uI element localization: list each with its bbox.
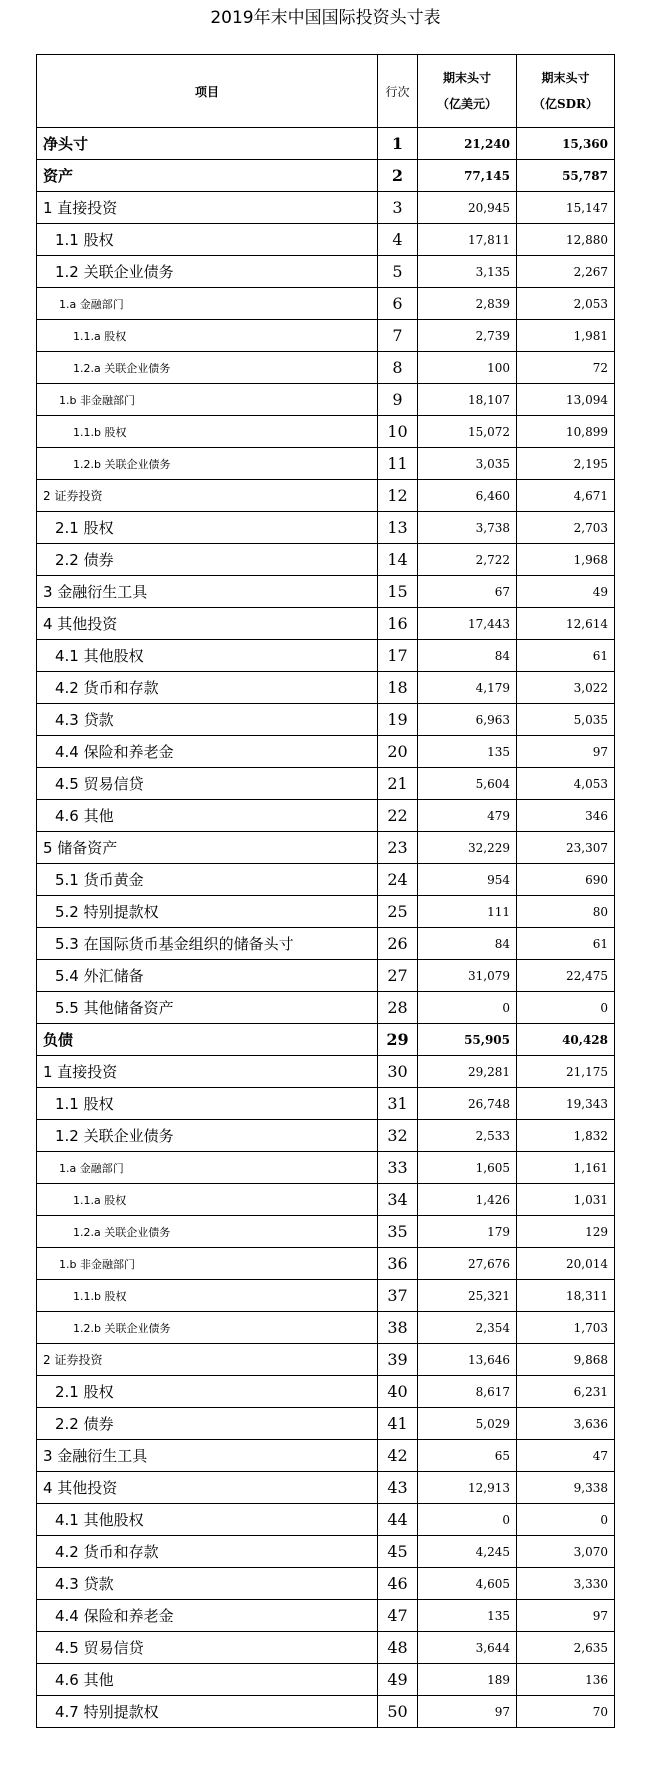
row-number: 49	[378, 1664, 418, 1696]
row-item-label: 4 其他投资	[37, 1472, 378, 1504]
row-number: 50	[378, 1696, 418, 1728]
row-value-usd: 189	[418, 1664, 517, 1696]
table-row	[37, 1088, 615, 1120]
row-number: 17	[378, 640, 418, 672]
row-value-sdr: 13,094	[517, 384, 615, 416]
row-value-sdr: 61	[517, 928, 615, 960]
row-number: 37	[378, 1280, 418, 1312]
row-value-sdr: 3,070	[517, 1536, 615, 1568]
page-title: 2019年末中国国际投资头寸表	[210, 8, 441, 28]
row-item-label: 1.a 金融部门	[37, 288, 378, 320]
table-row	[37, 448, 615, 480]
row-item-label: 5.2 特别提款权	[37, 896, 378, 928]
row-number: 13	[378, 512, 418, 544]
row-item-label: 1.b 非金融部门	[37, 384, 378, 416]
row-number: 35	[378, 1216, 418, 1248]
row-value-sdr: 2,053	[517, 288, 615, 320]
row-item-label: 4.5 贸易信贷	[37, 1632, 378, 1664]
row-item-label: 1.2.a 关联企业债务	[37, 1216, 378, 1248]
table-row	[37, 128, 615, 160]
header-sdr-line1: 期末头寸	[541, 71, 590, 85]
table-row	[37, 1248, 615, 1280]
row-number: 28	[378, 992, 418, 1024]
row-value-sdr: 346	[517, 800, 615, 832]
row-item-label: 1.a 金融部门	[37, 1152, 378, 1184]
row-number: 11	[378, 448, 418, 480]
table-row	[37, 1664, 615, 1696]
row-number: 15	[378, 576, 418, 608]
row-value-sdr: 1,161	[517, 1152, 615, 1184]
row-item-label: 1.2 关联企业债务	[37, 256, 378, 288]
row-value-sdr: 136	[517, 1664, 615, 1696]
row-value-sdr: 40,428	[517, 1024, 615, 1056]
table-row	[37, 320, 615, 352]
row-value-usd: 111	[418, 896, 517, 928]
table-row	[37, 576, 615, 608]
header-sdr-line2: （亿SDR）	[532, 97, 599, 111]
table-row	[37, 1408, 615, 1440]
row-value-sdr: 4,671	[517, 480, 615, 512]
row-value-usd: 0	[418, 1504, 517, 1536]
table-row	[37, 1696, 615, 1728]
row-item-label: 5 储备资产	[37, 832, 378, 864]
row-value-usd: 479	[418, 800, 517, 832]
table-row	[37, 544, 615, 576]
row-item-label: 4.1 其他股权	[37, 640, 378, 672]
row-value-usd: 32,229	[418, 832, 517, 864]
row-value-sdr: 19,343	[517, 1088, 615, 1120]
row-value-usd: 5,604	[418, 768, 517, 800]
row-value-sdr: 4,053	[517, 768, 615, 800]
table-row	[37, 1024, 615, 1056]
row-value-usd: 8,617	[418, 1376, 517, 1408]
row-value-usd: 135	[418, 1600, 517, 1632]
row-value-usd: 27,676	[418, 1248, 517, 1280]
table-row	[37, 192, 615, 224]
row-item-label: 5.3 在国际货币基金组织的储备头寸	[37, 928, 378, 960]
table-row	[37, 800, 615, 832]
row-number: 5	[378, 256, 418, 288]
table-row	[37, 1376, 615, 1408]
row-value-usd: 20,945	[418, 192, 517, 224]
row-number: 40	[378, 1376, 418, 1408]
row-number: 48	[378, 1632, 418, 1664]
table-row	[37, 608, 615, 640]
row-number: 30	[378, 1056, 418, 1088]
row-item-label: 3 金融衍生工具	[37, 1440, 378, 1472]
row-value-usd: 2,354	[418, 1312, 517, 1344]
header-usd-line2: （亿美元）	[436, 97, 497, 111]
row-number: 47	[378, 1600, 418, 1632]
row-value-sdr: 1,703	[517, 1312, 615, 1344]
row-value-sdr: 70	[517, 1696, 615, 1728]
row-item-label: 负债	[37, 1024, 378, 1056]
table-row	[37, 1152, 615, 1184]
table-row	[37, 352, 615, 384]
row-item-label: 1 直接投资	[37, 1056, 378, 1088]
row-number: 6	[378, 288, 418, 320]
row-item-label: 2 证券投资	[37, 1344, 378, 1376]
row-value-sdr: 2,195	[517, 448, 615, 480]
table-body	[37, 128, 615, 1728]
row-number: 19	[378, 704, 418, 736]
row-value-usd: 2,533	[418, 1120, 517, 1152]
table-row	[37, 992, 615, 1024]
row-value-usd: 84	[418, 928, 517, 960]
row-value-sdr: 1,031	[517, 1184, 615, 1216]
table-row	[37, 896, 615, 928]
row-item-label: 4.6 其他	[37, 800, 378, 832]
row-value-sdr: 0	[517, 1504, 615, 1536]
row-number: 14	[378, 544, 418, 576]
row-number: 41	[378, 1408, 418, 1440]
header-sdr	[517, 55, 615, 128]
row-value-usd: 0	[418, 992, 517, 1024]
row-value-sdr: 72	[517, 352, 615, 384]
row-item-label: 1.1.a 股权	[37, 1184, 378, 1216]
table-row	[37, 1504, 615, 1536]
row-value-usd: 12,913	[418, 1472, 517, 1504]
row-number: 1	[378, 128, 418, 160]
row-item-label: 4.3 贷款	[37, 704, 378, 736]
row-item-label: 5.1 货币黄金	[37, 864, 378, 896]
table-row	[37, 384, 615, 416]
row-value-sdr: 97	[517, 736, 615, 768]
row-item-label: 2.2 债券	[37, 544, 378, 576]
row-number: 27	[378, 960, 418, 992]
table-header	[37, 55, 615, 128]
row-value-usd: 65	[418, 1440, 517, 1472]
row-value-sdr: 23,307	[517, 832, 615, 864]
row-number: 45	[378, 1536, 418, 1568]
row-value-sdr: 22,475	[517, 960, 615, 992]
table-row	[37, 1184, 615, 1216]
row-number: 20	[378, 736, 418, 768]
row-item-label: 4.2 货币和存款	[37, 1536, 378, 1568]
row-value-sdr: 2,703	[517, 512, 615, 544]
row-item-label: 1.1.a 股权	[37, 320, 378, 352]
row-value-usd: 26,748	[418, 1088, 517, 1120]
row-item-label: 4.6 其他	[37, 1664, 378, 1696]
row-item-label: 4.3 贷款	[37, 1568, 378, 1600]
row-item-label: 1.2 关联企业债务	[37, 1120, 378, 1152]
row-value-sdr: 2,635	[517, 1632, 615, 1664]
row-number: 42	[378, 1440, 418, 1472]
row-value-sdr: 10,899	[517, 416, 615, 448]
row-number: 34	[378, 1184, 418, 1216]
row-value-sdr: 1,968	[517, 544, 615, 576]
row-item-label: 4.4 保险和养老金	[37, 1600, 378, 1632]
row-value-usd: 135	[418, 736, 517, 768]
row-value-usd: 1,426	[418, 1184, 517, 1216]
row-item-label: 5.5 其他储备资产	[37, 992, 378, 1024]
row-value-usd: 100	[418, 352, 517, 384]
table-row	[37, 768, 615, 800]
table-row	[37, 256, 615, 288]
row-item-label: 资产	[37, 160, 378, 192]
row-value-usd: 954	[418, 864, 517, 896]
row-value-usd: 17,811	[418, 224, 517, 256]
table-row	[37, 1600, 615, 1632]
row-value-usd: 18,107	[418, 384, 517, 416]
row-value-sdr: 18,311	[517, 1280, 615, 1312]
row-value-usd: 5,029	[418, 1408, 517, 1440]
row-number: 10	[378, 416, 418, 448]
header-item: 项目	[37, 55, 378, 128]
row-value-sdr: 15,147	[517, 192, 615, 224]
table-row	[37, 1312, 615, 1344]
row-value-usd: 31,079	[418, 960, 517, 992]
row-value-usd: 84	[418, 640, 517, 672]
row-value-usd: 6,460	[418, 480, 517, 512]
row-value-usd: 21,240	[418, 128, 517, 160]
row-value-usd: 2,839	[418, 288, 517, 320]
row-number: 3	[378, 192, 418, 224]
table-row	[37, 672, 615, 704]
row-value-sdr: 21,175	[517, 1056, 615, 1088]
table-row	[37, 928, 615, 960]
row-value-usd: 25,321	[418, 1280, 517, 1312]
row-item-label: 1.1.b 股权	[37, 1280, 378, 1312]
row-value-sdr: 3,330	[517, 1568, 615, 1600]
table-row	[37, 160, 615, 192]
table-row	[37, 1056, 615, 1088]
row-item-label: 4 其他投资	[37, 608, 378, 640]
row-value-sdr: 3,636	[517, 1408, 615, 1440]
table-row	[37, 1472, 615, 1504]
row-value-sdr: 55,787	[517, 160, 615, 192]
table-row	[37, 1440, 615, 1472]
row-item-label: 1.2.b 关联企业债务	[37, 1312, 378, 1344]
table-row	[37, 1568, 615, 1600]
row-number: 26	[378, 928, 418, 960]
row-value-sdr: 12,614	[517, 608, 615, 640]
row-number: 46	[378, 1568, 418, 1600]
row-value-usd: 13,646	[418, 1344, 517, 1376]
row-item-label: 1 直接投资	[37, 192, 378, 224]
row-value-sdr: 129	[517, 1216, 615, 1248]
row-value-sdr: 1,832	[517, 1120, 615, 1152]
row-value-usd: 3,035	[418, 448, 517, 480]
row-value-usd: 1,605	[418, 1152, 517, 1184]
row-value-sdr: 49	[517, 576, 615, 608]
row-number: 12	[378, 480, 418, 512]
row-item-label: 2.2 债券	[37, 1408, 378, 1440]
row-number: 9	[378, 384, 418, 416]
row-value-sdr: 0	[517, 992, 615, 1024]
table-row	[37, 640, 615, 672]
row-number: 7	[378, 320, 418, 352]
row-value-sdr: 20,014	[517, 1248, 615, 1280]
row-item-label: 3 金融衍生工具	[37, 576, 378, 608]
row-number: 43	[378, 1472, 418, 1504]
row-value-sdr: 3,022	[517, 672, 615, 704]
row-item-label: 1.2.a 关联企业债务	[37, 352, 378, 384]
table-row	[37, 416, 615, 448]
iip-table	[36, 54, 615, 1728]
table-row	[37, 288, 615, 320]
table-row	[37, 1216, 615, 1248]
row-item-label: 4.1 其他股权	[37, 1504, 378, 1536]
row-value-usd: 3,135	[418, 256, 517, 288]
row-item-label: 1.b 非金融部门	[37, 1248, 378, 1280]
row-value-sdr: 80	[517, 896, 615, 928]
row-value-usd: 77,145	[418, 160, 517, 192]
row-item-label: 1.1.b 股权	[37, 416, 378, 448]
header-row-number: 行次	[378, 55, 418, 128]
table-row	[37, 1280, 615, 1312]
row-value-usd: 4,179	[418, 672, 517, 704]
row-value-usd: 4,245	[418, 1536, 517, 1568]
row-value-usd: 55,905	[418, 1024, 517, 1056]
table-row	[37, 1536, 615, 1568]
row-number: 29	[378, 1024, 418, 1056]
row-number: 38	[378, 1312, 418, 1344]
row-number: 32	[378, 1120, 418, 1152]
row-number: 25	[378, 896, 418, 928]
row-value-usd: 15,072	[418, 416, 517, 448]
row-value-sdr: 97	[517, 1600, 615, 1632]
row-item-label: 1.1 股权	[37, 1088, 378, 1120]
table-row	[37, 512, 615, 544]
row-item-label: 1.2.b 关联企业债务	[37, 448, 378, 480]
row-item-label: 2.1 股权	[37, 1376, 378, 1408]
row-number: 16	[378, 608, 418, 640]
row-value-usd: 2,722	[418, 544, 517, 576]
row-value-sdr: 15,360	[517, 128, 615, 160]
row-value-usd: 4,605	[418, 1568, 517, 1600]
row-number: 21	[378, 768, 418, 800]
table-row	[37, 1344, 615, 1376]
row-number: 36	[378, 1248, 418, 1280]
row-item-label: 5.4 外汇储备	[37, 960, 378, 992]
table-row	[37, 736, 615, 768]
row-value-sdr: 5,035	[517, 704, 615, 736]
row-number: 8	[378, 352, 418, 384]
row-value-usd: 3,738	[418, 512, 517, 544]
row-number: 24	[378, 864, 418, 896]
row-number: 18	[378, 672, 418, 704]
row-item-label: 4.5 贸易信贷	[37, 768, 378, 800]
row-value-sdr: 61	[517, 640, 615, 672]
row-number: 33	[378, 1152, 418, 1184]
row-value-sdr: 12,880	[517, 224, 615, 256]
row-number: 22	[378, 800, 418, 832]
row-number: 4	[378, 224, 418, 256]
row-value-sdr: 690	[517, 864, 615, 896]
row-value-sdr: 1,981	[517, 320, 615, 352]
row-value-usd: 29,281	[418, 1056, 517, 1088]
row-value-usd: 2,739	[418, 320, 517, 352]
row-item-label: 4.2 货币和存款	[37, 672, 378, 704]
row-value-usd: 6,963	[418, 704, 517, 736]
row-value-usd: 179	[418, 1216, 517, 1248]
row-item-label: 4.4 保险和养老金	[37, 736, 378, 768]
row-number: 31	[378, 1088, 418, 1120]
row-item-label: 1.1 股权	[37, 224, 378, 256]
row-value-sdr: 9,338	[517, 1472, 615, 1504]
row-item-label: 2 证券投资	[37, 480, 378, 512]
row-value-sdr: 47	[517, 1440, 615, 1472]
table-row	[37, 960, 615, 992]
row-item-label: 净头寸	[37, 128, 378, 160]
row-value-usd: 3,644	[418, 1632, 517, 1664]
row-item-label: 4.7 特别提款权	[37, 1696, 378, 1728]
header-usd	[418, 55, 517, 128]
table-row	[37, 704, 615, 736]
table-row	[37, 1632, 615, 1664]
row-value-usd: 67	[418, 576, 517, 608]
row-value-sdr: 2,267	[517, 256, 615, 288]
table-row	[37, 224, 615, 256]
table-row	[37, 1120, 615, 1152]
row-value-sdr: 9,868	[517, 1344, 615, 1376]
row-item-label: 2.1 股权	[37, 512, 378, 544]
row-number: 23	[378, 832, 418, 864]
table-row	[37, 480, 615, 512]
row-value-usd: 17,443	[418, 608, 517, 640]
table-row	[37, 864, 615, 896]
row-number: 39	[378, 1344, 418, 1376]
row-value-sdr: 6,231	[517, 1376, 615, 1408]
row-number: 44	[378, 1504, 418, 1536]
header-usd-line1: 期末头寸	[442, 71, 491, 85]
table-row	[37, 832, 615, 864]
row-value-usd: 97	[418, 1696, 517, 1728]
row-number: 2	[378, 160, 418, 192]
